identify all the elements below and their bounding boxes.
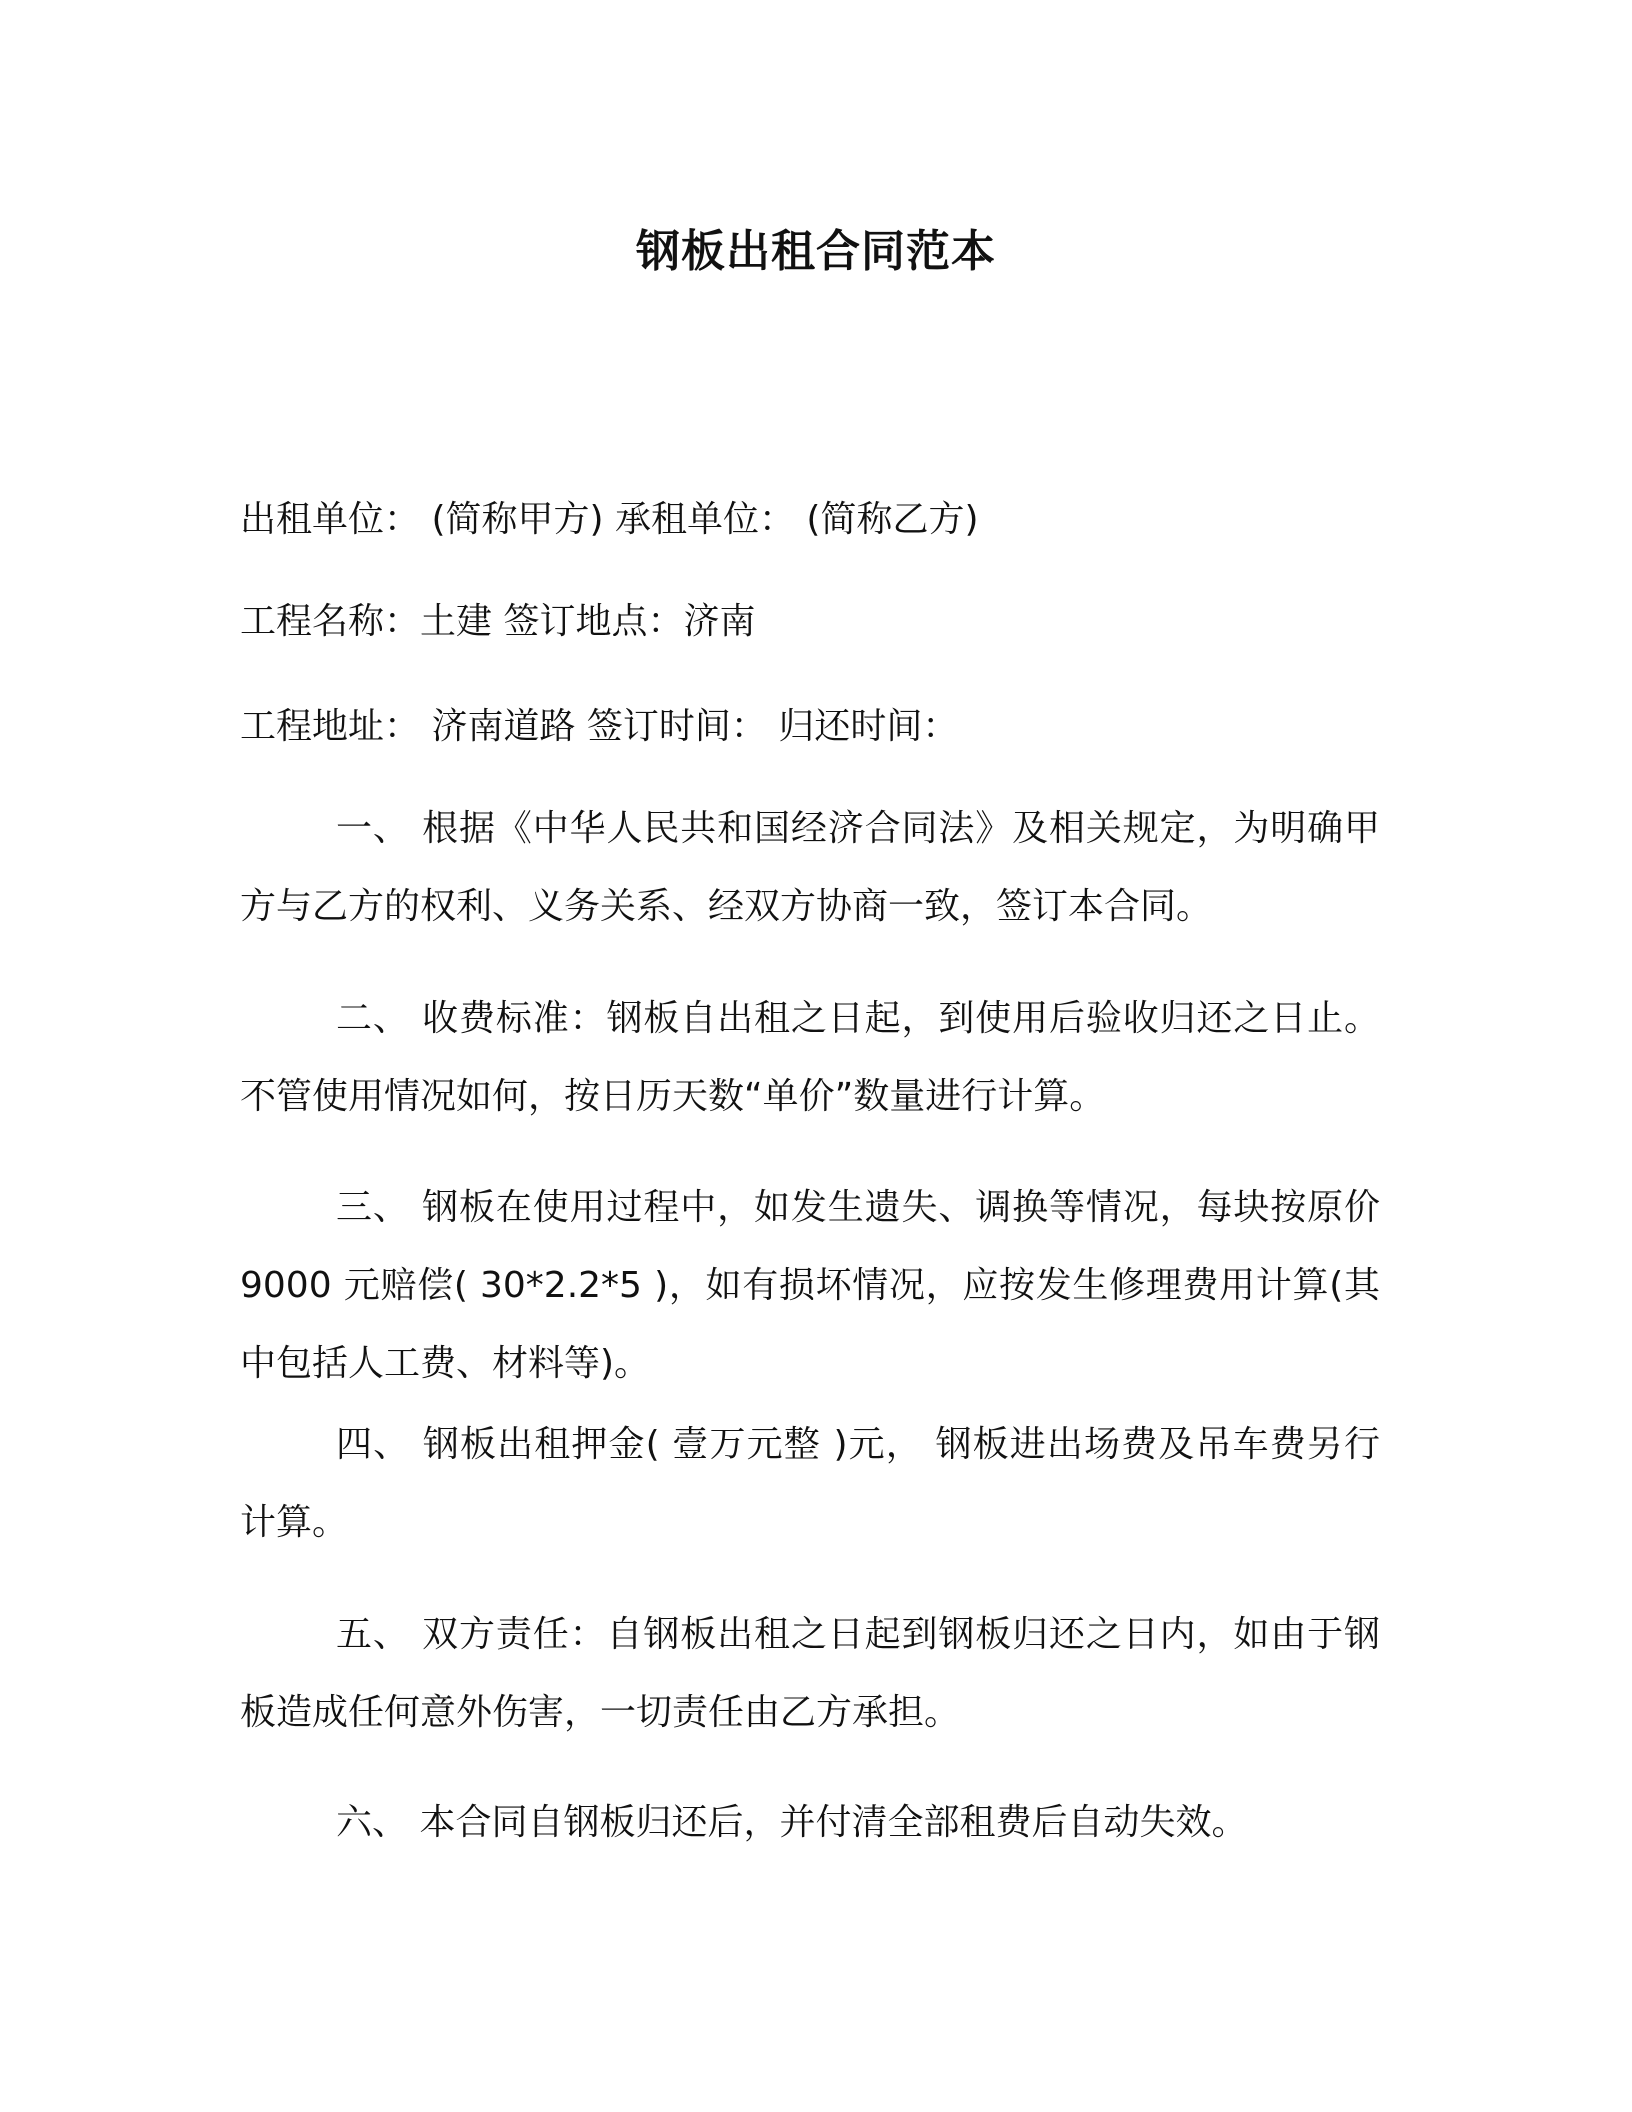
project-address-line: 工程地址： 济南道路 签订时间： 归还时间：	[240, 706, 959, 747]
document-title: 钢板出租合同范本	[636, 226, 996, 277]
clause-2: 二、 收费标准：钢板自出租之日起，到使用后验收归还之日止。不管使用情况如何，按日历天数“单价”数量进行计算。	[240, 998, 1380, 1117]
clause-4: 四、 钢板出租押金( 壹万元整 )元， 钢板进出场费及吊车费另行计算。	[240, 1424, 1380, 1543]
project-name-line: 工程名称：土建 签订地点：济南	[240, 601, 756, 642]
lessor-lessee-line: 出租单位： (简称甲方) 承租单位： (简称乙方)	[240, 499, 979, 540]
clause-1: 一、 根据《中华人民共和国经济合同法》及相关规定，为明确甲方与乙方的权利、义务关系、经双方协商一致，签订本合同。	[240, 808, 1380, 927]
clause-6: 六、 本合同自钢板归还后，并付清全部租费后自动失效。	[336, 1802, 1248, 1843]
clause-5: 五、 双方责任：自钢板出租之日起到钢板归还之日内，如由于钢板造成任何意外伤害，一切责任由乙方承担。	[240, 1614, 1380, 1733]
clause-3: 三、 钢板在使用过程中，如发生遗失、调换等情况，每块按原价9000 元赔偿( 30*2.2*5 )，如有损坏情况，应按发生修理费用计算(其中包括人工费、材料等)。	[240, 1187, 1380, 1384]
